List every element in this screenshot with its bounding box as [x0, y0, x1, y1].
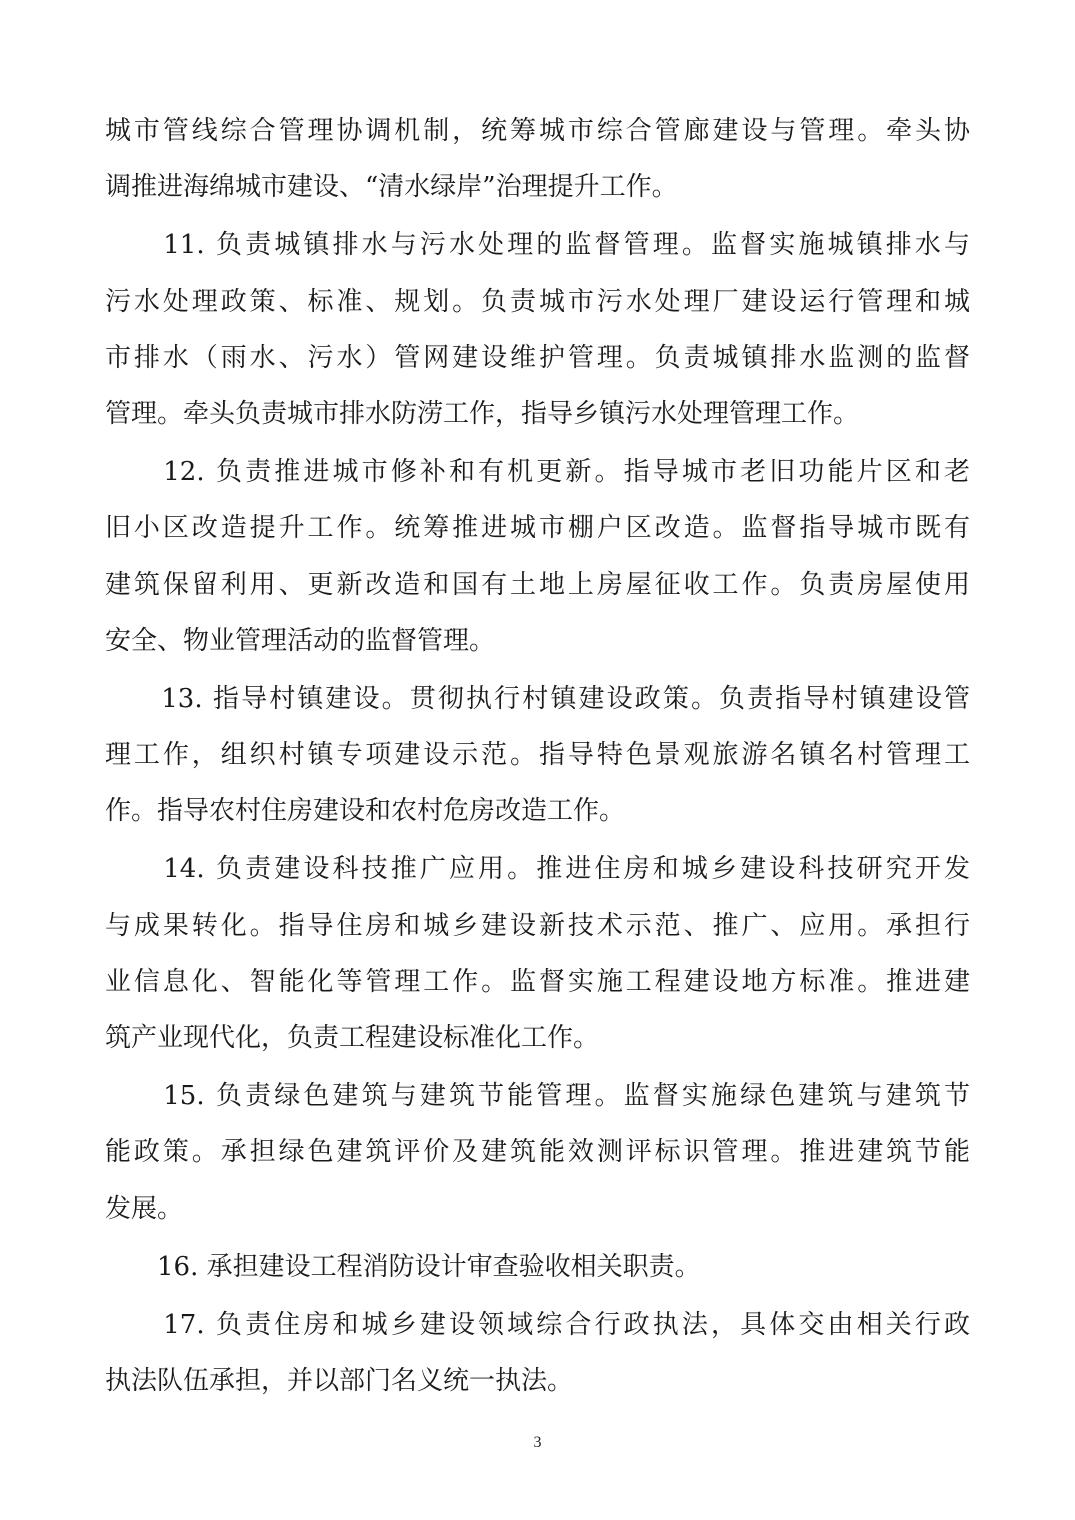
text-line: 污水处理政策、标准、规划。负责城市污水处理厂建设运行管理和城 — [105, 286, 970, 317]
text-line: 与成果转化。指导住房和城乡建设新技术示范、推广、应用。承担行 — [105, 910, 970, 941]
text-line: 理工作，组织村镇专项建设示范。指导特色景观旅游名镇名村管理工 — [105, 740, 970, 771]
document-body — [105, 103, 970, 1411]
text-line: 14. 负责建设科技推广应用。推进住房和城乡建设科技研究开发 — [105, 854, 970, 885]
paragraph-item-12 — [105, 444, 970, 669]
text-line: 执法队伍承担，并以部门名义统一执法。 — [105, 1366, 574, 1397]
text-line: 能政策。承担绿色建筑评价及建筑能效测评标识管理。推进建筑节能 — [105, 1137, 970, 1168]
text-line: 管理。牵头负责城市排水防涝工作，指导乡镇污水处理管理工作。 — [105, 398, 860, 429]
paragraph-item-11 — [105, 217, 970, 442]
text-line: 11. 负责城镇排水与污水处理的监督管理。监督实施城镇排水与 — [105, 230, 970, 261]
paragraph-intro — [105, 103, 970, 215]
text-line: 市排水（雨水、污水）管网建设维护管理。负责城镇排水监测的监督 — [105, 342, 970, 373]
text-line: 调推进海绵城市建设、“清水绿岸”治理提升工作。 — [105, 172, 678, 203]
paragraph-item-13 — [105, 671, 970, 840]
text-line: 15. 负责绿色建筑与建筑节能管理。监督实施绿色建筑与建筑节 — [105, 1081, 970, 1112]
text-line: 作。指导农村住房建设和农村危房改造工作。 — [105, 796, 626, 827]
text-line: 业信息化、智能化等管理工作。监督实施工程建设地方标准。推进建 — [105, 966, 970, 997]
text-line: 筑产业现代化，负责工程建设标准化工作。 — [105, 1023, 600, 1053]
paragraph-item-14 — [105, 841, 970, 1066]
text-line: 13. 指导村镇建设。贯彻执行村镇建设政策。负责指导村镇建设管 — [105, 683, 970, 714]
paragraph-item-17 — [105, 1297, 970, 1409]
text-line: 安全、物业管理活动的监督管理。 — [105, 625, 496, 656]
text-line: 发展。 — [105, 1193, 184, 1224]
text-line: 城市管线综合管理协调机制，统筹城市综合管廊建设与管理。牵头协 — [105, 116, 970, 146]
text-line: 16. 承担建设工程消防设计审查验收相关职责。 — [105, 1251, 701, 1282]
text-line: 旧小区改造提升工作。统筹推进城市棚户区改造。监督指导城市既有 — [105, 513, 970, 544]
paragraph-item-15 — [105, 1068, 970, 1237]
text-line: 12. 负责推进城市修补和有机更新。指导城市老旧功能片区和老 — [105, 457, 970, 488]
page-number: 3 — [533, 1434, 542, 1451]
paragraph-item-16 — [105, 1239, 970, 1295]
text-line: 17. 负责住房和城乡建设领域综合行政执法，具体交由相关行政 — [105, 1309, 970, 1340]
text-line: 建筑保留利用、更新改造和国有土地上房屋征收工作。负责房屋使用 — [105, 569, 970, 600]
